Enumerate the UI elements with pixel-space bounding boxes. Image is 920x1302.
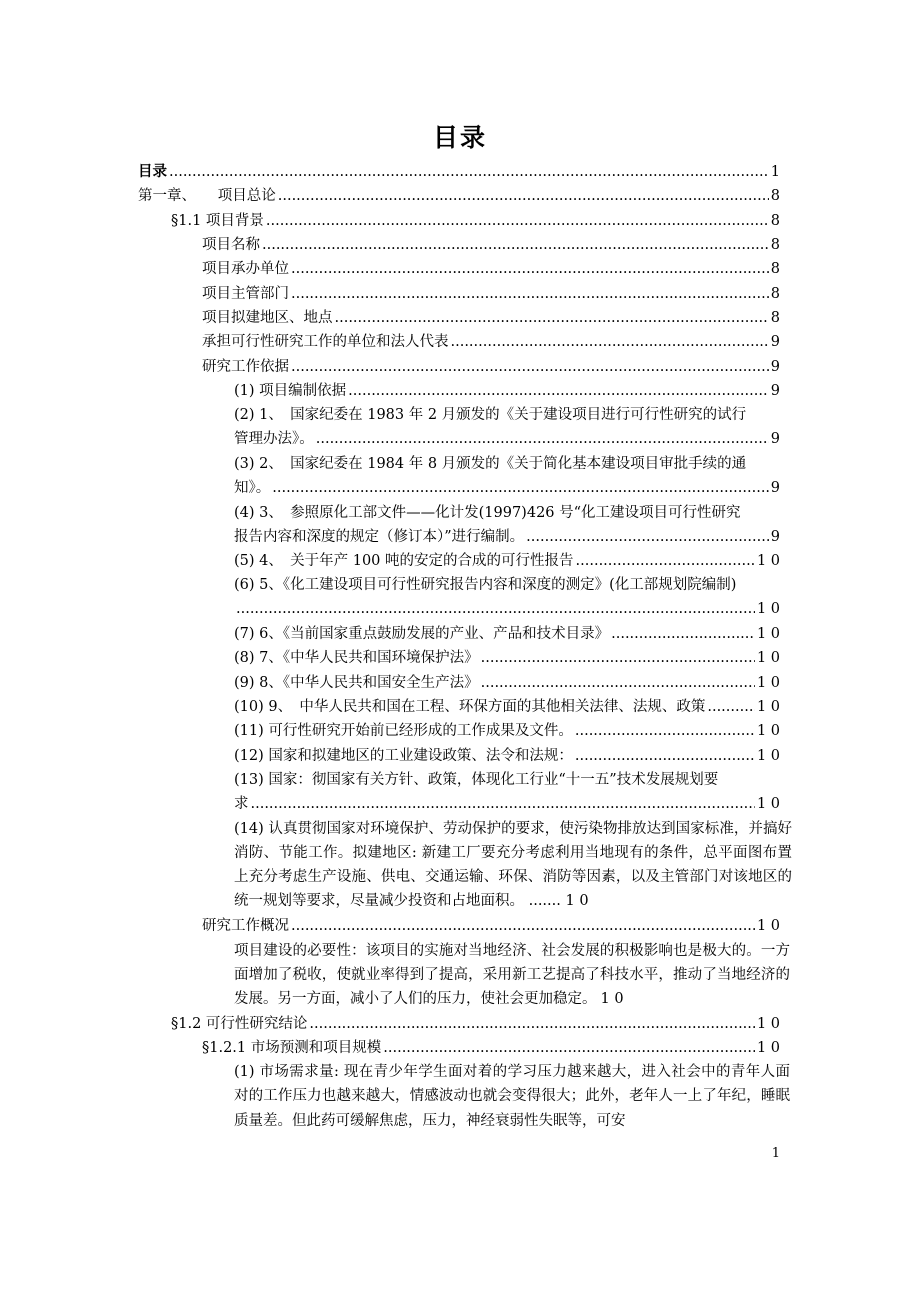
toc-entry[interactable] (202, 1036, 780, 1060)
toc-entry-page: 8 (770, 261, 780, 277)
toc-entry-text: 承担可行性研究工作的单位和法人代表 (202, 334, 449, 350)
toc-entry-text: (5) 4、 关于年产 100 吨的安定的合成的可行性报告 (234, 553, 574, 569)
toc-entry[interactable] (202, 330, 780, 354)
toc-entry-page: 9 (770, 480, 780, 497)
toc-entry[interactable] (234, 622, 780, 646)
dot-leader (348, 379, 769, 403)
dot-leader (575, 744, 755, 768)
toc-entry[interactable] (234, 768, 780, 817)
toc-entry[interactable] (202, 282, 780, 306)
dot-leader (266, 209, 769, 233)
toc-entry-page: 1 0 (756, 1040, 780, 1056)
toc-entry[interactable] (171, 209, 780, 233)
toc-entry-text: (2) 1、 国家纪委在 1983 年 2 月颁发的《关于建设项目进行可行性研究的试行 (234, 407, 747, 423)
toc-entry-page: 1 0 (756, 918, 780, 934)
toc-entry[interactable] (202, 233, 780, 257)
toc-entry-text: (1) 项目编制依据 (234, 383, 347, 399)
dot-leader (291, 355, 769, 379)
dot-leader (309, 1012, 755, 1036)
toc-entry[interactable] (234, 403, 780, 452)
toc-entry[interactable] (234, 671, 780, 695)
toc-entry-page: 9 (770, 528, 780, 545)
toc-entry[interactable] (234, 549, 780, 573)
toc-entry[interactable] (234, 379, 780, 403)
toc-entry-text: 项目承办单位 (202, 261, 289, 277)
dot-leader (335, 306, 769, 330)
toc-entry-text: (10) 9、 中华人民共和国在工程、环保方面的其他相关法律、法规、政策 (234, 699, 706, 715)
dot-leader (236, 597, 755, 621)
dot-leader (707, 695, 755, 719)
toc-entry-text: §1.2.1 市场预测和项目规模 (202, 1040, 382, 1056)
toc-entry-text-cont: 管理办法》。 (234, 431, 314, 448)
toc-entry[interactable] (234, 939, 790, 1012)
dot-leader (481, 646, 755, 670)
toc-entry-page: 1 0 (756, 650, 780, 666)
toc-entry[interactable] (202, 355, 780, 379)
toc-entry-page: 8 (770, 310, 780, 326)
toc-entry-text: (7) 6、《当前国家重点鼓励发展的产业、产品和技术目录》 (234, 626, 610, 642)
toc-entry-text: 研究工作依据 (202, 358, 289, 375)
toc-entry-page: 1 0 (756, 796, 780, 813)
toc-entry-page: 1 0 (565, 893, 589, 910)
toc-entry-page: 1 0 (756, 553, 780, 569)
dot-leader (251, 792, 755, 816)
toc-entry-page: 8 (770, 237, 780, 253)
toc-entry-text-cont: 求 (234, 796, 249, 813)
toc-entry-page: 1 0 (756, 674, 780, 691)
toc-entry-text: (3) 2、 国家纪委在 1984 年 8 月颁发的《关于简化基本建设项目审批手续的通 (234, 456, 747, 472)
toc-entry-page: 9 (770, 358, 780, 375)
toc-entry[interactable] (234, 744, 780, 768)
toc-entry[interactable] (234, 719, 780, 743)
toc-entry-page: 9 (770, 334, 780, 350)
dot-leader (169, 160, 769, 184)
toc-entry-page: 8 (770, 188, 780, 204)
toc-entry-text: 第一章、 项目总论 (138, 188, 276, 204)
dot-leader (481, 671, 755, 695)
toc-entry-text: (11) 可行性研究开始前已经形成的工作成果及文件。 (234, 723, 573, 739)
toc-entry-text: §1.2 可行性研究结论 (171, 1015, 308, 1032)
toc-entry-text: (8) 7、《中华人民共和国环境保护法》 (234, 650, 479, 666)
toc-entry-page: 1 0 (756, 747, 780, 764)
toc-entry-page: 9 (770, 431, 780, 448)
toc-entry[interactable] (234, 452, 780, 501)
toc-entry-page: 1 0 (600, 991, 624, 1008)
dot-leader: ....... (524, 893, 566, 910)
dot-leader (383, 1036, 755, 1060)
toc-entry-page: 1 0 (756, 626, 780, 642)
toc-entry[interactable] (234, 695, 780, 719)
toc-entry[interactable] (234, 1060, 790, 1133)
toc-entry[interactable] (202, 914, 780, 938)
toc-entry-text: §1.1 项目背景 (171, 212, 264, 229)
toc-entry[interactable] (138, 184, 780, 208)
toc-entry-text: 项目拟建地区、地点 (202, 310, 333, 326)
toc-entry-text: (14) 认真贯彻国家对环境保护、劳动保护的要求，使污染物排放达到国家标准，并搞好消防、节能工作。拟建地区: 新建工厂要充分考虑利用当地现有的条件，总平面图布置上充分考虑生产设施、供电、交通运输、环保、消防等因素，以及主管部门对该地区的统一规划等要求，尽量减少投资和占地面积。 (234, 820, 792, 910)
toc-entry-text: (13) 国家：彻国家有关方针、政策，体现化工行业“十一五”技术发展规划要 (234, 772, 719, 788)
toc-entry[interactable] (234, 573, 794, 622)
toc-entry-text: 项目建设的必要性：该项目的实施对当地经济、社会发展的积极影响也是极大的。一方面增加了税收，使就业率得到了提高，采用新工艺提高了科技水平，推动了当地经济的发展。另一方面，减小了人们的压力，使社会更加稳定。 (234, 942, 790, 1008)
dot-leader (451, 330, 769, 354)
toc-entry-page: 1 0 (756, 699, 780, 715)
page-title: 目录 (432, 123, 487, 152)
toc-entry-page: 8 (770, 212, 780, 229)
toc-entry-page: 1 0 (756, 723, 780, 739)
toc-entry-page: 1 0 (756, 1015, 780, 1032)
toc-entry-page: 1 (770, 164, 780, 180)
dot-leader (272, 476, 769, 500)
toc-entry-text: 目录 (138, 163, 167, 180)
toc-entry[interactable] (138, 160, 780, 184)
toc-entry-text: 项目主管部门 (202, 285, 289, 302)
toc-entry-page: 8 (770, 285, 780, 302)
dot-leader (291, 914, 755, 938)
toc-entry-text: (12) 国家和拟建地区的工业建设政策、法令和法规： (234, 747, 573, 764)
toc-entry-text-cont: 报告内容和深度的规定（修订本）”进行编制。 (234, 528, 525, 545)
toc-entry-text: (6) 5、《化工建设项目可行性研究报告内容和深度的测定》(化工部规划院编制) (234, 577, 737, 593)
dot-leader (291, 282, 769, 306)
toc-entry[interactable] (202, 306, 780, 330)
toc-entry[interactable] (234, 646, 780, 670)
toc-entry-text: (4) 3、 参照原化工部文件——化计发(1997)426 号“化工建设项目可行性研究 (234, 504, 741, 521)
dot-leader (316, 427, 769, 451)
dot-leader (291, 257, 769, 281)
toc-entry[interactable] (171, 1012, 780, 1036)
dot-leader (576, 549, 755, 573)
toc-entry-text: (1) 市场需求量: 现在青少年学生面对着的学习压力越来越大，进入社会中的青年人面对的工作压力也越来越大，情感波动也就会变得很大；此外，老年人一上了年纪，睡眠质量差。但此药可缓解焦虑，压力，神经衰弱性失眠等，可安 (234, 1064, 790, 1129)
toc-entry-page: 9 (770, 383, 780, 399)
toc-entry[interactable] (234, 501, 780, 550)
toc-entry[interactable] (202, 257, 780, 281)
toc-entry[interactable] (234, 817, 792, 914)
dot-leader (278, 184, 769, 208)
dot-leader (262, 233, 769, 257)
dot-leader (526, 525, 769, 549)
page-number: 1 (771, 1146, 780, 1161)
toc-entry-text: 研究工作概况 (202, 918, 289, 934)
toc-entry-text: (9) 8、《中华人民共和国安全生产法》 (234, 674, 479, 691)
toc-entry-page: 1 0 (756, 601, 780, 618)
toc-entry-text-cont: 知》。 (234, 480, 271, 497)
toc-entry-text: 项目名称 (202, 237, 260, 253)
dot-leader (611, 622, 755, 646)
dot-leader (575, 719, 755, 743)
